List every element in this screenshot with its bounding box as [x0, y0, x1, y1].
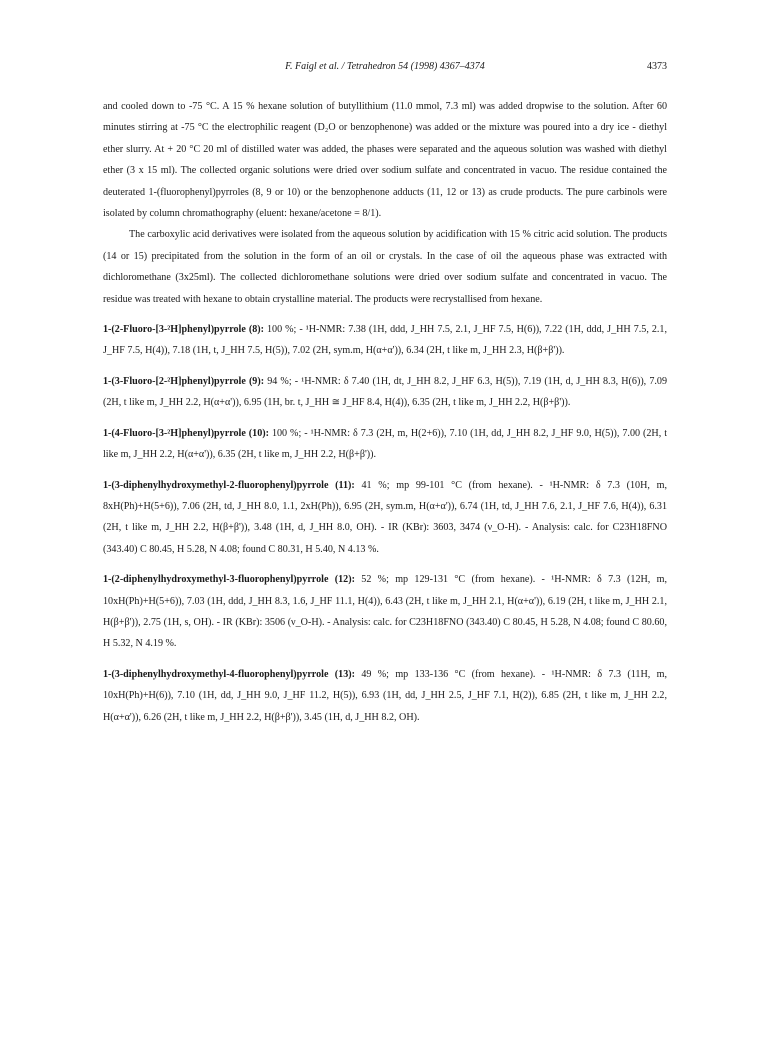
compound-data: 100 %; - ¹H-NMR: 7.38 (1H, ddd, J_HH 7.5, 2.1, J_HF 7.5, H(6)), 7.22 (1H, ddd, J_HH 7.5, 2.1, J_HF 7.5, H(4)), 7.18 (1H, t, J_HH 7.5, H(5)), 7.02 (2H, sym.m, H(α+α')), 6.34 (2H, t like m, J_HH 2.3, H(β+β')). — [103, 324, 667, 357]
compound-name: 1-(3-diphenylhydroxymethyl-4-fluorophenyl)pyrrole (13): — [103, 668, 355, 680]
compound-data: 94 %; - ¹H-NMR: δ 7.40 (1H, dt, J_HH 8.2, J_HF 6.3, H(5)), 7.19 (1H, d, J_HH 8.3, H(6)), 7.09 (2H, t like m, J_HH 2.2, H(α+α')), 6.95 (1H, br. t, J_HH ≅ J_HF 8.4, H(4)), 6.35 (2H, t like m, J_HH 2.2, H(β+β')). — [103, 375, 667, 409]
compound-name: 1-(3-Fluoro-[2-²H]phenyl)pyrrole (9): — [103, 375, 265, 387]
compound-name: 1-(2-diphenylhydroxymethyl-3-fluorophenyl)pyrrole (12): — [103, 574, 355, 586]
compound-name: 1-(4-Fluoro-[3-²H]phenyl)pyrrole (10): — [103, 427, 269, 439]
compound-entry-11 — [103, 475, 667, 561]
compound-name: 1-(2-Fluoro-[3-²H]phenyl)pyrrole (8): — [103, 324, 264, 336]
compound-entry-13 — [103, 664, 667, 728]
compound-data: 49 %; mp 133-136 °C (from hexane). - ¹H-NMR: δ 7.3 (11H, m, 10xH(Ph)+H(6)), 7.10 (1H, dd, J_HH 9.0, J_HF 11.2, H(5)), 6.93 (1H, dd, J_HH 2.5, J_HF 7.1, H(2)), 6.85 (2H, t like m, J_HH 2.2, H(α+α')), 6.26 (2H, t like m, J_HH 2.2, H(β+β')), 3.45 (1H, d, J_HH 8.2, OH). — [103, 668, 668, 723]
compound-data: 52 %; mp 129-131 °C (from hexane). - ¹H-NMR: δ 7.3 (12H, m, 10xH(Ph)+H(5+6)), 7.03 (1H, ddd, J_HH 8.3, 1.6, J_HF 11.1, H(4)), 6.43 (2H, t like m, J_HH 2.1, H(α+α')), 6.19 (2H, t like m, J_HH 2.1, H(β+β')), 2.75 (1H, s, OH). - IR (KBr): 3506 (ν_O-H). - Analysis: calc. for C23H18FNO (343.40) C 80.45, H 5.28, N 4.08; found C 80.60, H 5.32, N 4.19 %. — [103, 574, 668, 650]
running-header — [103, 61, 667, 77]
compound-entry-12 — [103, 569, 667, 655]
compound-data: 100 %; - ¹H-NMR: δ 7.3 (2H, m, H(2+6)), 7.10 (1H, dd, J_HH 8.2, J_HF 9.0, H(5)), 7.00 (2H, t like m, J_HH 2.2, H(α+α')), 6.35 (2H, t like m, J_HH 2.2, H(β+β')). — [103, 427, 668, 461]
page-number: 4373 — [647, 61, 667, 72]
running-title: F. Faigl et al. / Tetrahedron 54 (1998) 4367–4374 — [285, 61, 485, 72]
compound-entry-9 — [103, 371, 667, 414]
procedure-paragraph: and cooled down to -75 °C. A 15 % hexane solution of butyllithium (11.0 mmol, 7.3 ml) was added dropwise to the solution. After 60 minutes stirring at -75 °C the electrophilic reagent (D₂O or benzophenone) was added or the mixture was poured into a dry ice - diethyl ether slurry. At + 20 °C 20 ml of distilled water was added, the phases were separated and the aqueous solution was washed with diethyl ether (3 x 15 ml). The collected organic solutions were dried over sodium sulfate and concentrated in vacuo. The residue contained the deuterated 1-(fluorophenyl)pyrroles (8, 9 or 10) or the benzophenone adducts (11, 12 or 13) as crude products. The pure carbinols were isolated by column chromathography (eluent: hexane/acetone = 8/1). — [103, 101, 667, 220]
compound-entry-8 — [103, 319, 667, 362]
compound-entry-10 — [103, 423, 667, 466]
compound-data: 41 %; mp 99-101 °C (from hexane). - ¹H-NMR: δ 7.3 (10H, m, 8xH(Ph)+H(5+6)), 7.06 (2H, td, J_HH 8.0, 1.1, 2xH(Ph)), 6.95 (2H, sym.m, H(α+α')), 6.74 (1H, td, J_HH 7.6, 2.1, J_HF 7.6, H(4)), 6.31 (2H, t like m, J_HH 2.2, H(β+β')), 3.48 (1H, d, J_HH 8.0, OH). - IR (KBr): 3603, 3474 (ν_O-H). - Analysis: calc. for C23H18FNO (343.40) C 80.45, H 5.28, N 4.08; found C 80.31, H 5.40, N 4.13 %. — [103, 479, 667, 555]
compound-name: 1-(3-diphenylhydroxymethyl-2-fluorophenyl)pyrrole (11): — [103, 479, 355, 491]
article-body — [103, 96, 667, 728]
carboxylic-acid-paragraph: The carboxylic acid derivatives were isolated from the aqueous solution by acidification with 15 % citric acid solution. The products (14 or 15) precipitated from the solution in the form of an oil or crystals. In the case of oil the aqueous phase was extracted with dichloromethane (3x25ml). The collected dichloromethane solutions were dried over sodium sulfate and concentrated in vacuo. The residue was treated with hexane to obtain crystalline material. The products were recrystallised from hexane. — [103, 229, 667, 305]
